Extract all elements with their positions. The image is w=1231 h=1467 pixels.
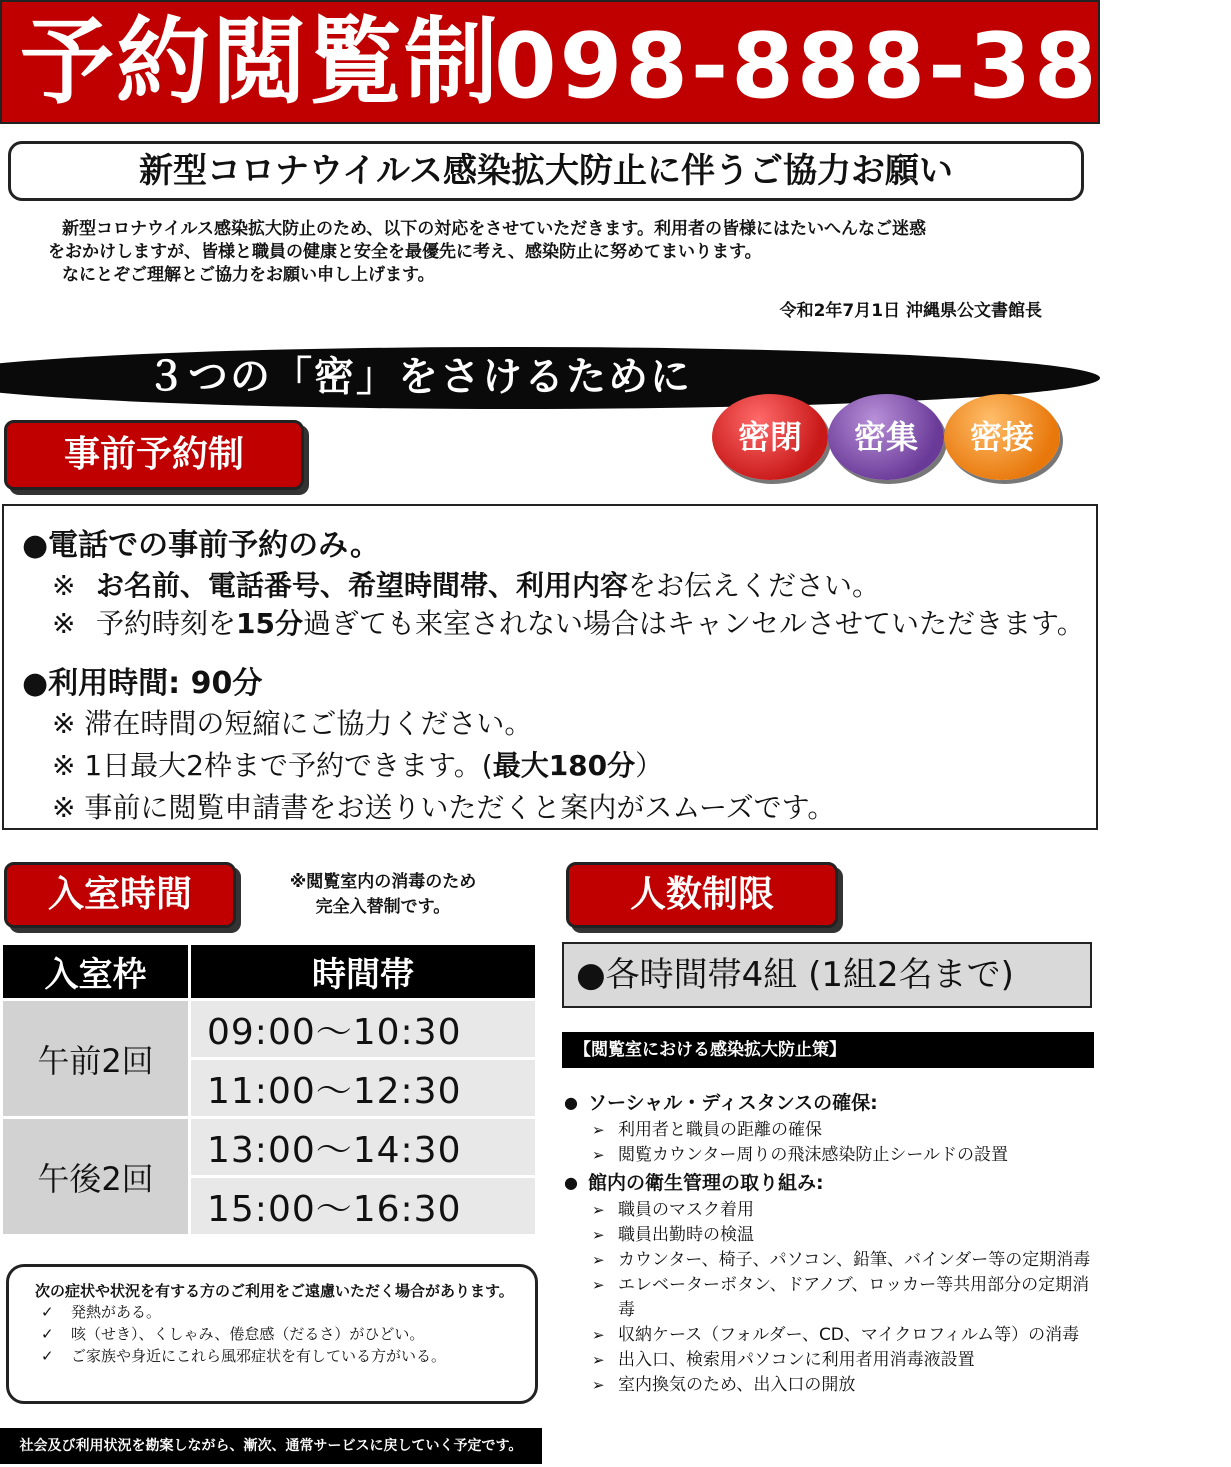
symptom-item: ✓ 発熱がある。 [35, 1301, 521, 1323]
note-mark: ※ [52, 607, 76, 640]
note-mark: ※ [52, 569, 76, 602]
mitsu-closed-badge: 密閉 [712, 394, 828, 480]
entry-time-table [0, 942, 538, 1237]
people-limit-text: ●各時間帯4組 (1組2名まで) [562, 942, 1092, 1008]
measures-list [562, 1088, 1096, 1398]
measure-item: ➢ 職員のマスク着用 [562, 1198, 1096, 1223]
rule-note-5: ※ 事前に閲覧申請書をお送りいただくと案内がスムーズです。 [52, 791, 836, 824]
time-slot: 13:00～14:30 [190, 1118, 537, 1177]
table-header-slot: 入室枠 [2, 944, 190, 1000]
symptom-item: ✓ 咳（せき）、くしゃみ、倦怠感（だるさ）がひどい。 [35, 1323, 521, 1345]
header-phone-number: 098-888-3871 [494, 14, 1231, 119]
measure-item: ➢ 閲覧カウンター周りの飛沫感染防止シールドの設置 [562, 1143, 1096, 1168]
rule-note-1 [52, 564, 880, 604]
measures-heading: 【閲覧室における感染拡大防止策】 [562, 1032, 1094, 1068]
three-mitsu-heading: ３つの「密」をさけるために [146, 354, 692, 400]
date-signature: 令和2年7月1日 沖縄県公文書館長 [779, 301, 1042, 321]
pm-label: 午後2回 [2, 1118, 190, 1236]
rule-note-4 [52, 744, 663, 784]
rule-note-2 [52, 602, 1085, 642]
note-text: 予約時刻を [96, 607, 237, 640]
intro-line-2: をおかけしますが、皆様と職員の健康と安全を最優先に考え、感染防止に努めてまいります。 [48, 242, 762, 262]
time-slot: 09:00～10:30 [190, 1000, 537, 1059]
header-title: 予約閲覧制 [20, 8, 501, 117]
measures-group-title: ● 館内の衛生管理の取り組み: [562, 1168, 1096, 1198]
table-header-time: 時間帯 [190, 944, 537, 1000]
intro-line-3: なにとぞご理解とご協力をお願い申し上げます。 [62, 265, 435, 285]
reservation-rules-box [2, 504, 1098, 830]
note-bold: お名前、電話番号、希望時間帯、利用内容 [96, 569, 629, 602]
entry-note-line-2: 完全入替制です。 [315, 897, 451, 917]
measure-item: ➢ 室内換気のため、出入口の開放 [562, 1373, 1096, 1398]
measure-item: ➢ カウンター、椅子、パソコン、鉛筆、バインダー等の定期消毒 [562, 1248, 1096, 1273]
intro-line-1: 新型コロナウイルス感染拡大防止のため、以下の対応をさせていただきます。利用者の皆様にはたいへんなご迷惑 [62, 219, 926, 239]
footer-notice: 社会及び利用状況を勘案しながら、漸次、通常サービスに戻していく予定です。 [0, 1428, 542, 1464]
symptom-item: ✓ ご家族や身近にこれら風邪症状を有している方がいる。 [35, 1345, 521, 1367]
measure-item: ➢ 出入口、検索用パソコンに利用者用消毒液設置 [562, 1348, 1096, 1373]
am-label: 午前2回 [2, 1000, 190, 1118]
symptoms-notice-box [6, 1264, 538, 1404]
time-slot: 15:00～16:30 [190, 1177, 537, 1236]
intro-text [48, 218, 1048, 287]
people-limit-tab: 人数制限 [566, 862, 838, 928]
measure-item: ➢ 利用者と職員の距離の確保 [562, 1118, 1096, 1143]
note-text: 過ぎても来室されない場合はキャンセルさせていただきます。 [302, 607, 1085, 640]
note-text: ※ 1日最大2枠まで予約できます。( [52, 749, 493, 782]
time-slot: 11:00～12:30 [190, 1059, 537, 1118]
table-row [2, 1118, 537, 1177]
usage-time-heading: ●利用時間: 90分 [22, 666, 263, 701]
mitsu-close-contact-badge: 密接 [944, 394, 1060, 480]
measure-item: ➢ エレベーターボタン、ドアノブ、ロッカー等共用部分の定期消毒 [562, 1273, 1096, 1323]
note-text: ） [635, 749, 664, 782]
entry-time-tab: 入室時間 [4, 862, 236, 928]
note-text: をお伝えください。 [628, 569, 881, 602]
symptoms-heading: 次の症状や状況を有する方のご利用をご遠慮いただく場合があります。 [35, 1282, 514, 1300]
mitsu-crowded-badge: 密集 [828, 394, 944, 480]
table-row [2, 1000, 537, 1059]
measures-group-title: ● ソーシャル・ディスタンスの確保: [562, 1088, 1096, 1118]
note-bold: 15分 [236, 607, 303, 640]
rule-note-3: ※ 滞在時間の短縮にご協力ください。 [52, 707, 533, 740]
entry-note-line-1: ※閲覧室内の消毒のため [289, 872, 477, 892]
measure-item: ➢ 収納ケース（フォルダー、CD、マイクロフィルム等）の消毒 [562, 1323, 1096, 1348]
note-bold: 最大180分 [492, 749, 636, 782]
subtitle: 新型コロナウイルス感染拡大防止に伴うご協力お願い [8, 141, 1084, 201]
advance-reservation-tab: 事前予約制 [4, 420, 304, 490]
phone-only-heading: ●電話での事前予約のみ。 [22, 528, 380, 563]
header-banner [0, 0, 1231, 124]
entry-note [258, 870, 508, 920]
measure-item: ➢ 職員出勤時の検温 [562, 1223, 1096, 1248]
